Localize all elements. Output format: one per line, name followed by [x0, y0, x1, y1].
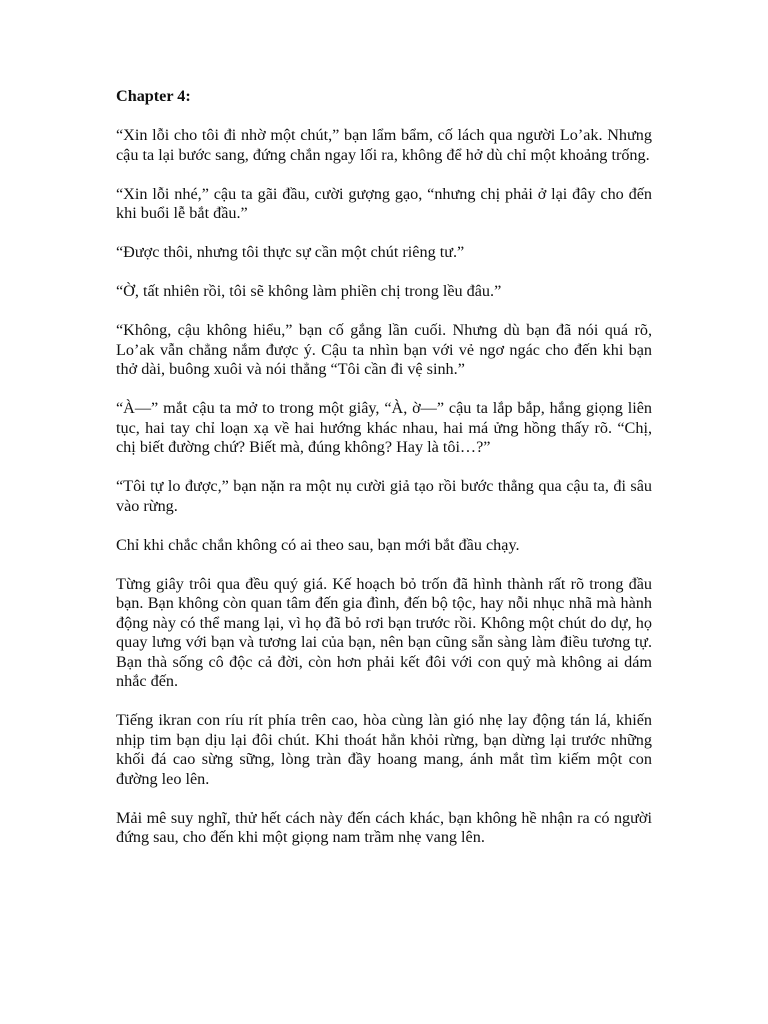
paragraph: Tiếng ikran con ríu rít phía trên cao, hòa cùng làn gió nhẹ lay động tán lá, khiến nhịp tim bạn dịu lại đôi chút. Khi thoát hẳn khỏi rừng, bạn dừng lại trước những khối đá cao sừng sững, lòng tràn đầy hoang mang, ánh mắt tìm kiếm một con đường leo lên. [116, 711, 652, 788]
paragraph: “Xin lỗi cho tôi đi nhờ một chút,” bạn lẩm bẩm, cố lách qua người Lo’ak. Nhưng cậu ta lại bước sang, đứng chắn ngay lối ra, không để hở dù chỉ một khoảng trống. [116, 126, 652, 164]
chapter-title: Chapter 4: [116, 87, 191, 105]
paragraph: “Được thôi, nhưng tôi thực sự cần một chút riêng tư.” [116, 243, 465, 261]
paragraph: “Không, cậu không hiểu,” bạn cố gắng lần cuối. Nhưng dù bạn đã nói quá rõ, Lo’ak vẫn chẳng nắm được ý. Cậu ta nhìn bạn với vẻ ngơ ngác cho đến khi bạn thở dài, buông xuôi và nói thẳng “Tôi cần đi vệ sinh.” [116, 321, 652, 378]
paragraph: “Ờ, tất nhiên rồi, tôi sẽ không làm phiền chị trong lều đâu.” [116, 282, 502, 300]
paragraph: Từng giây trôi qua đều quý giá. Kế hoạch bỏ trốn đã hình thành rất rõ trong đầu bạn. Bạn không còn quan tâm đến gia đình, đến bộ tộc, hay nỗi nhục nhã mà hành động này có thể mang lại, vì họ đã bỏ rơi bạn trước rồi. Không một chút do dự, họ quay lưng với bạn và tương lai của bạn, nên bạn cũng sẵn sàng làm điều tương tự. Bạn thà sống cô độc cả đời, còn hơn phải kết đôi với con quỷ mà không ai dám nhắc đến. [116, 574, 652, 690]
paragraph: Mải mê suy nghĩ, thử hết cách này đến cách khác, bạn không hề nhận ra có người đứng sau, cho đến khi một giọng nam trầm nhẹ vang lên. [116, 808, 652, 846]
paragraph: “À—” mắt cậu ta mở to trong một giây, “À, ờ—” cậu ta lắp bắp, hắng giọng liên tục, hai tay chỉ loạn xạ về hai hướng khác nhau, hai má ửng hồng thấy rõ. “Chị, chị biết đường chứ? Biết mà, đúng không? Hay là tôi…?” [116, 399, 652, 456]
document-page [116, 87, 652, 867]
paragraph: “Tôi tự lo được,” bạn nặn ra một nụ cười giả tạo rồi bước thẳng qua cậu ta, đi sâu vào rừng. [116, 477, 652, 515]
paragraph: “Xin lỗi nhé,” cậu ta gãi đầu, cười gượng gạo, “nhưng chị phải ở lại đây cho đến khi buổi lễ bắt đầu.” [116, 184, 652, 222]
paragraph: Chỉ khi chắc chắn không có ai theo sau, bạn mới bắt đầu chạy. [116, 535, 520, 554]
